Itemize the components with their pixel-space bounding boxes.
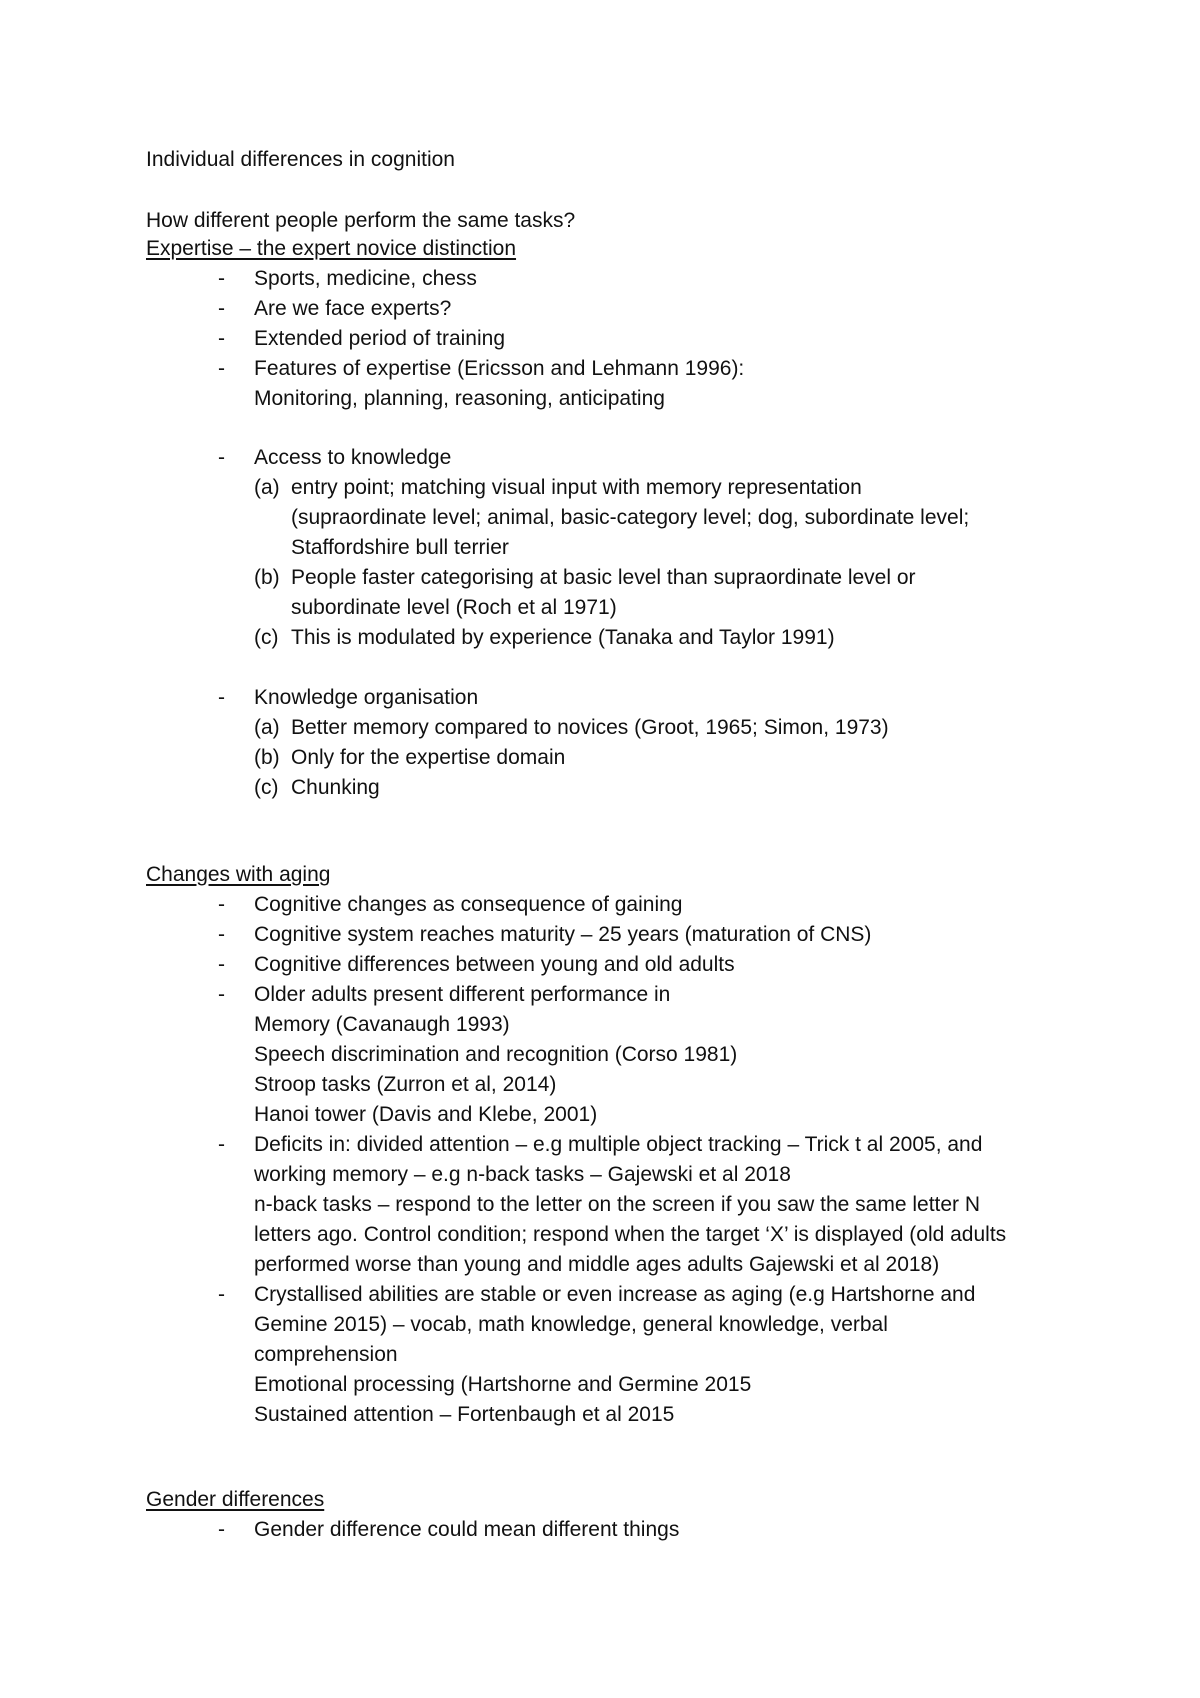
older-adults-item: Speech discrimination and recognition (Corso 1981) bbox=[254, 1043, 738, 1066]
aging-item: Older adults present different performance in bbox=[254, 983, 671, 1006]
sub-marker: (c) bbox=[254, 626, 279, 649]
deficits-line: working memory – e.g n-back tasks – Gajewski et al 2018 bbox=[254, 1163, 791, 1186]
bullet-dash: - bbox=[218, 923, 225, 946]
sub-marker: (a) bbox=[254, 476, 280, 499]
sub-marker: (b) bbox=[254, 566, 280, 589]
knowledge-organisation-label: Knowledge organisation bbox=[254, 686, 479, 709]
bullet-dash: - bbox=[218, 1283, 225, 1306]
bullet-dash: - bbox=[218, 267, 225, 290]
deficits-line: letters ago. Control condition; respond when the target ‘X’ is displayed (old adults bbox=[254, 1223, 1007, 1246]
older-adults-item: Memory (Cavanaugh 1993) bbox=[254, 1013, 510, 1036]
expertise-item: Sports, medicine, chess bbox=[254, 267, 477, 290]
bullet-dash: - bbox=[218, 893, 225, 916]
crystallised-line: Crystallised abilities are stable or even increase as aging (e.g Hartshorne and bbox=[254, 1283, 976, 1306]
sub-marker: (a) bbox=[254, 716, 280, 739]
sub-item-line: Chunking bbox=[291, 776, 380, 799]
sub-marker: (b) bbox=[254, 746, 280, 769]
bullet-dash: - bbox=[218, 686, 225, 709]
sub-item-line: This is modulated by experience (Tanaka and Taylor 1991) bbox=[291, 626, 835, 649]
expertise-item: Are we face experts? bbox=[254, 297, 452, 320]
sub-item-line: Better memory compared to novices (Groot, 1965; Simon, 1973) bbox=[291, 716, 889, 739]
access-knowledge-label: Access to knowledge bbox=[254, 446, 452, 469]
sub-marker: (c) bbox=[254, 776, 279, 799]
sub-item-line: People faster categorising at basic level than supraordinate level or bbox=[291, 566, 916, 589]
expertise-item: Extended period of training bbox=[254, 327, 506, 350]
crystallised-line: Gemine 2015) – vocab, math knowledge, general knowledge, verbal bbox=[254, 1313, 888, 1336]
bullet-dash: - bbox=[218, 1518, 225, 1541]
aging-heading: Changes with aging bbox=[146, 863, 331, 886]
sub-item-line: entry point; matching visual input with memory representation bbox=[291, 476, 862, 499]
crystallised-line: Emotional processing (Hartshorne and Germine 2015 bbox=[254, 1373, 752, 1396]
aging-item: Cognitive changes as consequence of gaining bbox=[254, 893, 683, 916]
deficits-line: Deficits in: divided attention – e.g multiple object tracking – Trick t al 2005, and bbox=[254, 1133, 983, 1156]
bullet-dash: - bbox=[218, 983, 225, 1006]
crystallised-line: Sustained attention – Fortenbaugh et al 2015 bbox=[254, 1403, 675, 1426]
bullet-dash: - bbox=[218, 953, 225, 976]
deficits-line: performed worse than young and middle ages adults Gajewski et al 2018) bbox=[254, 1253, 940, 1276]
sub-item-line: Only for the expertise domain bbox=[291, 746, 566, 769]
aging-item: Cognitive system reaches maturity – 25 years (maturation of CNS) bbox=[254, 923, 872, 946]
crystallised-line: comprehension bbox=[254, 1343, 398, 1366]
expertise-heading: Expertise – the expert novice distinction bbox=[146, 237, 517, 260]
sub-item-line: subordinate level (Roch et al 1971) bbox=[291, 596, 617, 619]
older-adults-item: Hanoi tower (Davis and Klebe, 2001) bbox=[254, 1103, 598, 1126]
gender-heading: Gender differences bbox=[146, 1488, 325, 1511]
intro-question: How different people perform the same tasks? bbox=[146, 209, 576, 232]
bullet-dash: - bbox=[218, 446, 225, 469]
sub-item-line: Staffordshire bull terrier bbox=[291, 536, 509, 559]
expertise-item: Features of expertise (Ericsson and Lehmann 1996): bbox=[254, 357, 745, 380]
gender-item: Gender difference could mean different things bbox=[254, 1518, 680, 1541]
expertise-features-continuation: Monitoring, planning, reasoning, anticipating bbox=[254, 387, 665, 410]
bullet-dash: - bbox=[218, 327, 225, 350]
bullet-dash: - bbox=[218, 1133, 225, 1156]
sub-item-line: (supraordinate level; animal, basic-category level; dog, subordinate level; bbox=[291, 506, 970, 529]
older-adults-item: Stroop tasks (Zurron et al, 2014) bbox=[254, 1073, 557, 1096]
bullet-dash: - bbox=[218, 297, 225, 320]
aging-item: Cognitive differences between young and old adults bbox=[254, 953, 735, 976]
deficits-line: n-back tasks – respond to the letter on the screen if you saw the same letter N bbox=[254, 1193, 981, 1216]
bullet-dash: - bbox=[218, 357, 225, 380]
document-title: Individual differences in cognition bbox=[146, 148, 455, 171]
